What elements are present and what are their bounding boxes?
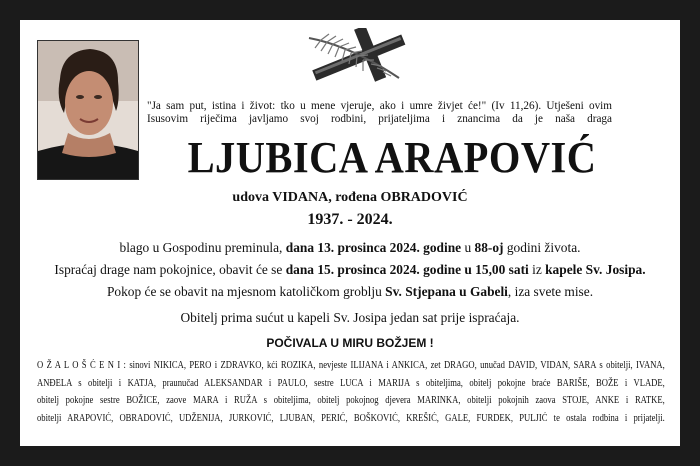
text-bold: dana 13. prosinca 2024. godine bbox=[285, 240, 462, 255]
portrait-photo bbox=[37, 40, 139, 180]
obituary-notice bbox=[20, 20, 680, 446]
rest-in-peace: POČIVALA U MIRU BOŽJEM ! bbox=[266, 336, 434, 350]
text: , iza svete mise. bbox=[507, 284, 594, 299]
text: u bbox=[461, 240, 475, 255]
mourners-line-1: O Ž A L O Š Ć E N I : sinovi NIKICA, PERO i ZDRAVKO, kći ROZIKA, nevjeste ILIJANA i ANKICA, zet DRAGO, unučad DAVID, VIDAN, SARA s obitelji, IVANA, bbox=[37, 360, 665, 371]
text: Pokop će se obavit na mjesnom katoličkom groblju bbox=[106, 284, 386, 299]
mourners-line-4: obitelji ARAPOVIĆ, OBRADOVIĆ, UDŽENIJA, JURKOVIĆ, LJUBAN, PERIĆ, BOŠKOVIĆ, KREŠIĆ, GALE, FURDEK, PULJIĆ te ostala rodbina i prijatelji. bbox=[37, 412, 665, 424]
text: godini života. bbox=[503, 240, 581, 255]
text: Ispraćaj drage nam pokojnice, obavit će se bbox=[54, 262, 286, 277]
text: blago u Gospodinu preminula, bbox=[119, 240, 286, 255]
bible-quote bbox=[147, 100, 612, 126]
mourners-list bbox=[37, 357, 665, 427]
quote-line-2: Isusovim riječima javljamo svoj rodbini, prijateljima i znancima da je naša draga bbox=[147, 113, 612, 125]
farewell-details bbox=[20, 262, 680, 278]
mourners-line-2: ANĐELA s obitelji i KATJA, praunučad ALEKSANDAR i PAULO, sestre LUCA i MARIJA s obiteljima, obitelj pokojne braće BARIŠE, BOŽE i VLADE, bbox=[37, 377, 665, 389]
widow-line: udova VIDANA, rođena OBRADOVIĆ bbox=[232, 190, 468, 205]
quote-line-1: "Ja sam put, istina i život: tko u mene vjeruje, ako i umre živjet će!" (Iv 11,26). Utješeni ovim bbox=[147, 100, 612, 112]
text: iz bbox=[528, 262, 546, 277]
text-bold: dana 15. prosinca 2024. godine u 15,00 sati bbox=[285, 262, 529, 277]
text-bold: 88-oj bbox=[474, 240, 504, 255]
mourners-line-3: obitelj pokojne sestre BOŽICE, zaove MARA i RUŽA s obiteljima, obitelj pokojnog djevera MARINKA, obitelji pokojnih zaova STOJE, ANKE i RATKE, bbox=[37, 395, 665, 406]
text-bold: Sv. Stjepana u Gabeli bbox=[385, 284, 508, 299]
condolence-info: Obitelj prima sućut u kapeli Sv. Josipa jedan sat prije ispraćaja. bbox=[180, 310, 520, 325]
life-years: 1937. - 2024. bbox=[307, 211, 393, 228]
burial-details bbox=[20, 284, 680, 300]
deceased-name: LJUBICA ARAPOVIĆ bbox=[187, 133, 597, 182]
death-announcement bbox=[20, 240, 680, 256]
cross-palm-icon bbox=[301, 28, 417, 88]
text-bold: kapele Sv. Josipa. bbox=[545, 262, 646, 277]
